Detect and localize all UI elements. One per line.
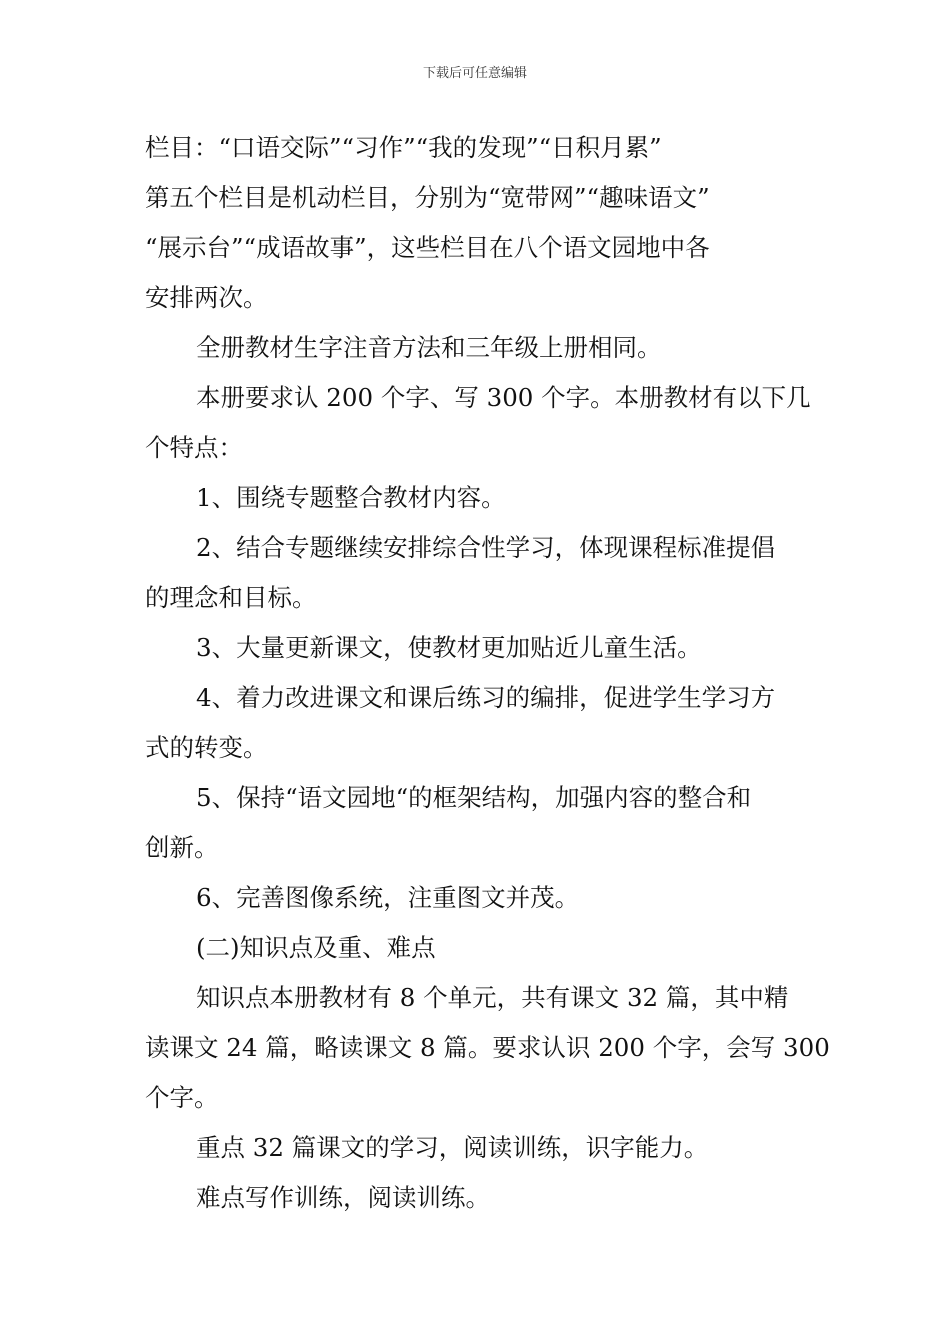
text-line: 读课文 24 篇，略读课文 8 篇。要求认识 200 个字，会写 300 (145, 1033, 830, 1062)
text-line: 的理念和目标。 (145, 583, 317, 612)
text-line: 4、着力改进课文和课后练习的编排，促进学生学习方 (196, 683, 776, 712)
body-text (145, 123, 830, 1223)
text-line: 知识点本册教材有 8 个单元，共有课文 32 篇，其中精 (196, 983, 789, 1012)
text-line: 全册教材生字注音方法和三年级上册相同。 (196, 333, 662, 362)
text-line: 重点 32 篇课文的学习，阅读训练，识字能力。 (196, 1133, 709, 1162)
text-line: 5、保持“语文园地“的框架结构，加强内容的整合和 (196, 783, 752, 812)
text-line: 安排两次。 (145, 283, 268, 312)
text-line: 个特点： (145, 433, 243, 462)
text-line: 6、完善图像系统，注重图文并茂。 (196, 883, 580, 912)
text-line: 本册要求认 200 个字、写 300 个字。本册教材有以下几 (196, 383, 811, 412)
text-line: 第五个栏目是机动栏目，分别为“宽带网”“趣味语文” (145, 183, 710, 212)
text-line: 个字。 (145, 1083, 219, 1112)
text-line: “展示台”“成语故事”，这些栏目在八个语文园地中各 (145, 233, 710, 262)
text-line: 难点写作训练，阅读训练。 (196, 1183, 490, 1212)
text-line: 栏目：“口语交际”“习作”“我的发现”“日积月累” (145, 133, 662, 162)
text-line: 3、大量更新课文，使教材更加贴近儿童生活。 (196, 633, 702, 662)
page-header: 下载后可任意编辑 (422, 66, 527, 81)
text-line: 1、围绕专题整合教材内容。 (196, 483, 506, 512)
text-line: 创新。 (145, 833, 219, 862)
section-heading: (二)知识点及重、难点 (196, 933, 436, 962)
text-line: 式的转变。 (145, 733, 268, 762)
text-line: 2、结合专题继续安排综合性学习，体现课程标准提倡 (196, 533, 776, 562)
